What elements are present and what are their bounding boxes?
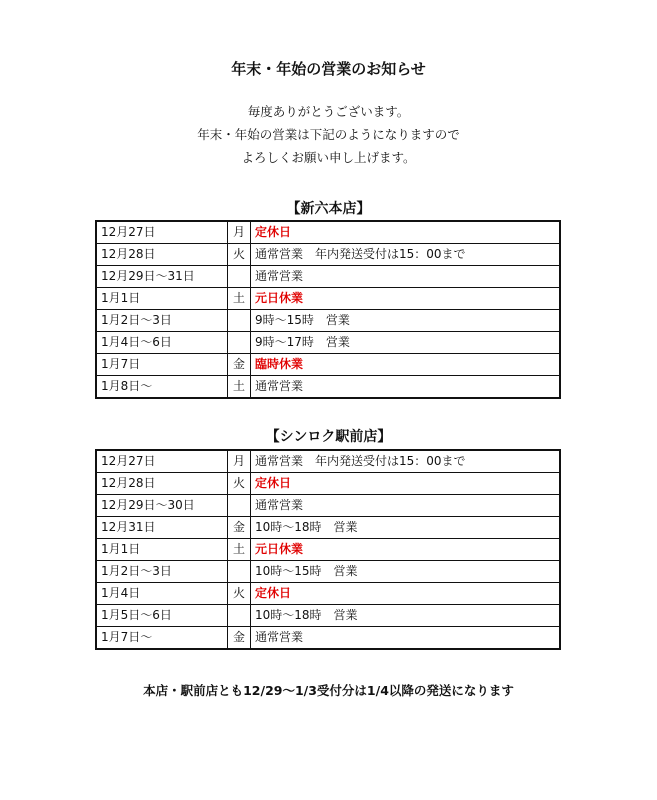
schedule-table-honten (95, 220, 561, 399)
date-cell: 1月5日〜6日 (96, 605, 228, 627)
date-cell: 1月4日〜6日 (96, 332, 228, 354)
table-row (96, 354, 560, 376)
weekday-cell: 火 (228, 244, 251, 266)
weekday-cell (228, 310, 251, 332)
status-cell: 通常営業 (251, 376, 561, 399)
table-row (96, 605, 560, 627)
date-cell: 1月2日〜3日 (96, 561, 228, 583)
shipping-notice: 本店・駅前店とも12/29〜1/3受付分は1/4以降の発送になります (143, 683, 514, 698)
schedule-table-ekimae (95, 449, 561, 650)
table-row (96, 450, 560, 473)
status-cell: 10時〜15時 営業 (251, 561, 561, 583)
date-cell: 12月29日〜31日 (96, 266, 228, 288)
weekday-cell (228, 605, 251, 627)
table-row (96, 495, 560, 517)
status-cell: 元日休業 (251, 288, 561, 310)
weekday-cell (228, 561, 251, 583)
store-title-ekimae: 【シンロク駅前店】 (265, 429, 392, 445)
table-row (96, 539, 560, 561)
table-row (96, 517, 560, 539)
table-row (96, 310, 560, 332)
weekday-cell (228, 495, 251, 517)
date-cell: 1月1日 (96, 539, 228, 561)
intro-line: 年末・年始の営業は下記のようになりますので (197, 127, 460, 142)
page-title: 年末・年始の営業のお知らせ (231, 60, 426, 78)
weekday-cell: 月 (228, 221, 251, 244)
intro-line: 毎度ありがとうございます。 (247, 104, 410, 119)
table-row (96, 266, 560, 288)
date-cell: 12月28日 (96, 473, 228, 495)
status-cell: 定休日 (251, 473, 561, 495)
table-row (96, 561, 560, 583)
status-cell: 臨時休業 (251, 354, 561, 376)
date-cell: 12月28日 (96, 244, 228, 266)
date-cell: 12月27日 (96, 450, 228, 473)
weekday-cell: 金 (228, 627, 251, 650)
weekday-cell: 火 (228, 473, 251, 495)
status-cell: 定休日 (251, 583, 561, 605)
status-cell: 通常営業 (251, 266, 561, 288)
date-cell: 1月7日 (96, 354, 228, 376)
status-cell: 9時〜17時 営業 (251, 332, 561, 354)
weekday-cell: 土 (228, 376, 251, 399)
table-row (96, 221, 560, 244)
intro-line: よろしくお願い申し上げます。 (241, 150, 416, 165)
date-cell: 12月31日 (96, 517, 228, 539)
status-cell: 9時〜15時 営業 (251, 310, 561, 332)
status-cell: 定休日 (251, 221, 561, 244)
weekday-cell (228, 332, 251, 354)
date-cell: 1月2日〜3日 (96, 310, 228, 332)
table-row (96, 332, 560, 354)
date-cell: 12月27日 (96, 221, 228, 244)
date-cell: 1月7日〜 (96, 627, 228, 650)
status-cell: 通常営業 (251, 627, 561, 650)
status-cell: 通常営業 年内発送受付は15：00まで (251, 450, 561, 473)
status-cell: 10時〜18時 営業 (251, 605, 561, 627)
date-cell: 12月29日〜30日 (96, 495, 228, 517)
status-cell: 通常営業 (251, 495, 561, 517)
status-cell: 10時〜18時 営業 (251, 517, 561, 539)
table-row (96, 244, 560, 266)
date-cell: 1月1日 (96, 288, 228, 310)
date-cell: 1月8日〜 (96, 376, 228, 399)
table-row (96, 376, 560, 399)
weekday-cell: 土 (228, 539, 251, 561)
weekday-cell: 月 (228, 450, 251, 473)
status-cell: 通常営業 年内発送受付は15：00まで (251, 244, 561, 266)
weekday-cell: 金 (228, 517, 251, 539)
table-row (96, 288, 560, 310)
weekday-cell (228, 266, 251, 288)
weekday-cell: 金 (228, 354, 251, 376)
date-cell: 1月4日 (96, 583, 228, 605)
table-row (96, 583, 560, 605)
weekday-cell: 土 (228, 288, 251, 310)
table-row (96, 627, 560, 650)
status-cell: 元日休業 (251, 539, 561, 561)
table-row (96, 473, 560, 495)
store-title-honten: 【新六本店】 (286, 201, 371, 217)
intro-message (0, 100, 657, 169)
weekday-cell: 火 (228, 583, 251, 605)
